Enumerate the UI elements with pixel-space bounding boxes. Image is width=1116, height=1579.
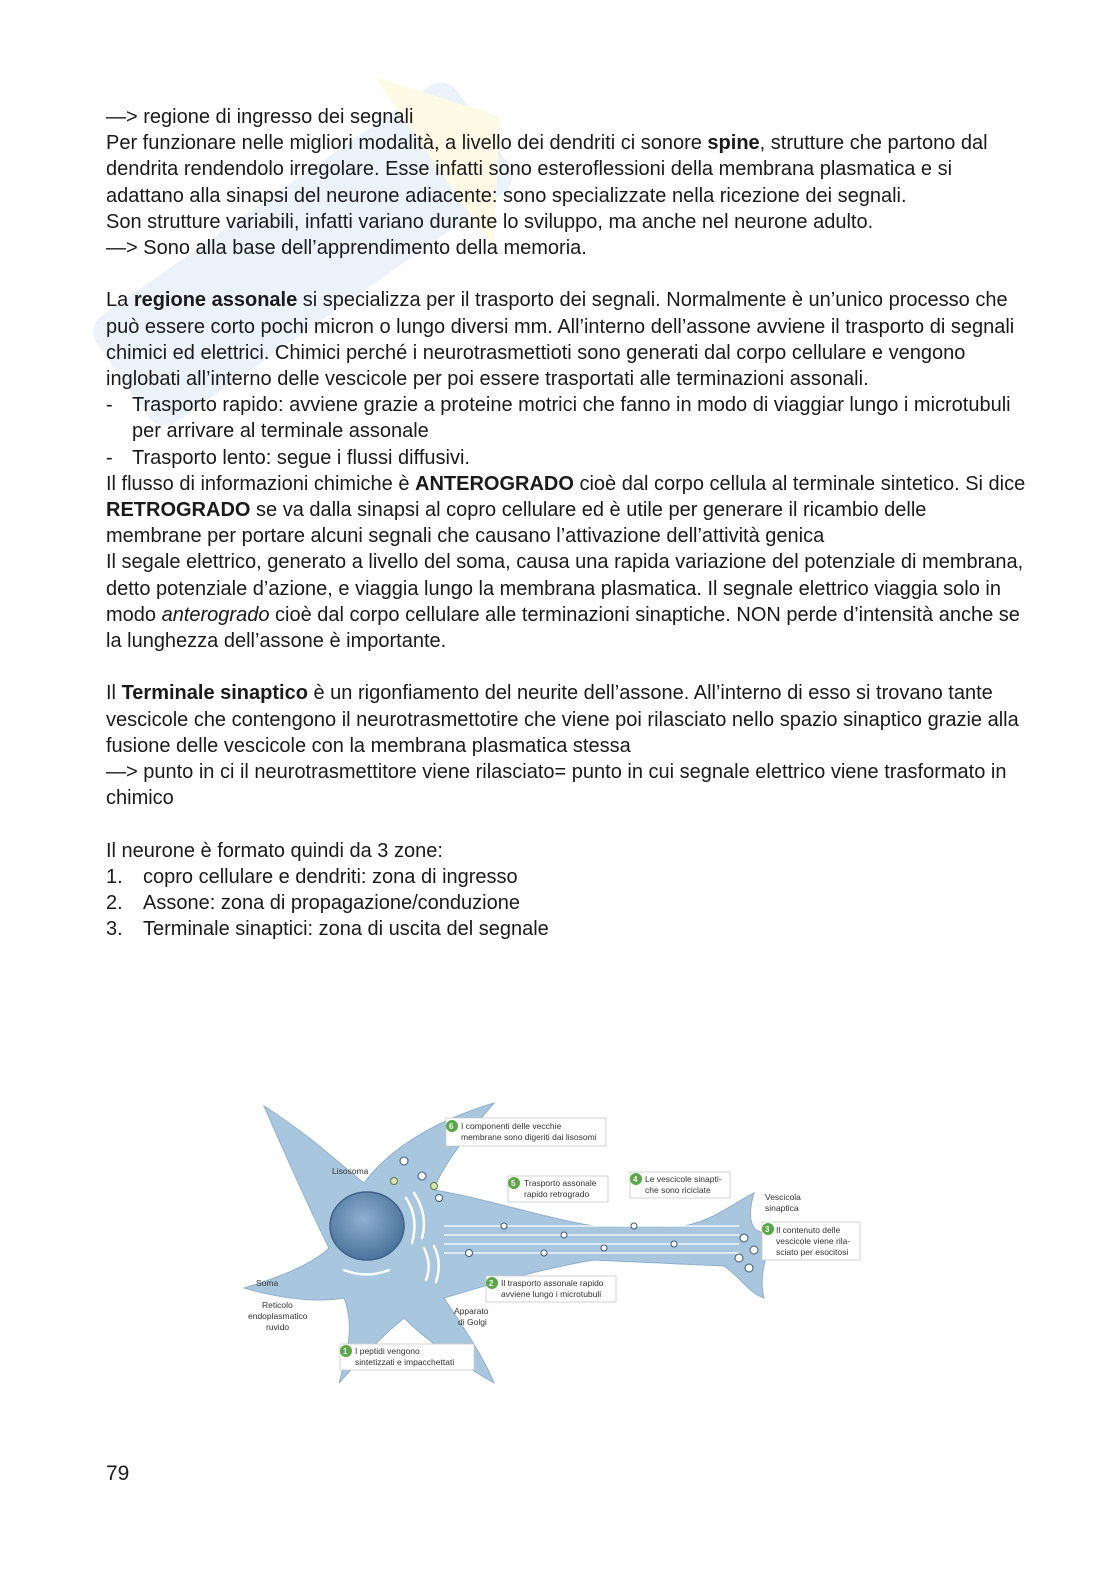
label-golgi: Apparato: [454, 1306, 489, 1316]
label-soma: Soma: [256, 1278, 279, 1288]
nucleus: [330, 1192, 404, 1260]
label-lisosoma: Lisosoma: [332, 1166, 369, 1176]
paragraph: —> punto in ci il neurotrasmettitore viene rilasciato= punto in cui segnale elettrico viene trasformato in chimico: [106, 761, 1007, 810]
svg-text:Le vescicole sinapti-: Le vescicole sinapti-: [645, 1174, 722, 1184]
step-callout: [446, 1118, 606, 1146]
svg-text:sciato per esocitosi: sciato per esocitosi: [776, 1247, 849, 1257]
svg-text:rapido retrogrado: rapido retrogrado: [524, 1189, 590, 1199]
list-item: 1. copro cellulare e dendriti: zona di ingresso: [106, 865, 518, 888]
svg-text:Il trasporto assonale rapido: Il trasporto assonale rapido: [501, 1278, 604, 1288]
svg-text:4: 4: [633, 1175, 638, 1184]
paragraph: —> regione di ingresso dei segnali: [106, 106, 414, 128]
svg-text:Il contenuto delle: Il contenuto delle: [776, 1225, 841, 1235]
svg-text:membrane sono digeriti dai lis: membrane sono digeriti dai lisosomi: [461, 1132, 597, 1142]
label-reticolo: ruvido: [266, 1322, 290, 1332]
list-item: - Trasporto rapido: avviene grazie a proteine motrici che fanno in modo di viaggiar lungo i microtubuli per arrivare al terminale assonale: [106, 394, 1011, 443]
list-item: - Trasporto lento: segue i flussi diffusivi.: [106, 446, 470, 469]
label-vescicola: sinaptica: [765, 1203, 799, 1213]
svg-text:che sono riciclate: che sono riciclate: [645, 1185, 711, 1195]
step-callout: [630, 1172, 730, 1198]
paragraph: Il neurone è formato quindi da 3 zone:: [106, 839, 443, 862]
step-callout: [508, 1176, 608, 1202]
svg-text:avviene lungo i microtubuli: avviene lungo i microtubuli: [501, 1289, 602, 1299]
page-number: 79: [106, 1462, 130, 1485]
paragraph: Per funzionare nelle migliori modalità, a livello dei dendriti ci sonore spine, strutture che partono dal dendrita rendendolo irregolare. Esse infatti sono esteroflessioni della membrana plasmatica e si adattano alla sinapsi del neurone adiacente: sono specializzate nella ricezione dei segnali.: [106, 132, 988, 207]
svg-text:I peptidi vengono: I peptidi vengono: [355, 1346, 420, 1356]
step-callout: [340, 1344, 474, 1370]
svg-text:sintetizzati e impacchettati: sintetizzati e impacchettati: [355, 1357, 455, 1367]
svg-text:1: 1: [343, 1347, 348, 1356]
paragraph: Il flusso di informazioni chimiche è ANTEROGRADO cioè dal corpo cellula al terminale sintetico. Si dice RETROGRADO se va dalla sinapsi al copro cellulare ed è utile per generare il ricambio delle membrane per portare alcuni segnali che causano l’attivazione dell’attività genica: [106, 472, 1026, 548]
svg-text:Trasporto assonale: Trasporto assonale: [524, 1178, 597, 1188]
svg-text:3: 3: [765, 1225, 770, 1234]
paragraph: Il segale elettrico, generato a livello del soma, causa una rapida variazione del potenziale di membrana, detto potenziale d’azione, e viaggia lungo la membrana plasmatica. Il segnale elettrico viaggia solo in modo anterogrado cioè dal corpo cellulare alle terminazioni sinaptiche. NON perde d’intensità anche se la lunghezza dell’assone è importante.: [106, 551, 1024, 653]
svg-text:2: 2: [489, 1279, 494, 1288]
svg-text:I componenti delle vecchie: I componenti delle vecchie: [461, 1121, 562, 1131]
svg-text:vescicole viene rila-: vescicole viene rila-: [776, 1236, 851, 1246]
step-callout: [762, 1222, 860, 1260]
list-item: 2. Assone: zona di propagazione/conduzione: [106, 892, 520, 915]
label-reticolo: endoplasmatico: [248, 1311, 308, 1321]
paragraph: Il Terminale sinaptico è un rigonfiamento del neurite dell’assone. All’interno di esso si trovano tante vescicole che contengono il neurotrasmettotire che viene poi rilasciato nello spazio sinaptico grazie alla fusione delle vescicole con la membrana plasmatica stessa: [106, 682, 1019, 757]
paragraph: La regione assonale si specializza per il trasporto dei segnali. Normalmente è un’unico processo che può essere corto pochi micron o lungo diversi mm. All’interno dell’assone avviene il trasporto di segnali chimici ed elettrici. Chimici perché i neurotrasmettioti sono generati dal corpo cellulare e vengono inglobati all’interno delle vescicole per poi essere trasportati alle terminazioni assonali.: [106, 289, 1015, 391]
svg-text:6: 6: [449, 1122, 454, 1131]
step-callout: [486, 1276, 616, 1302]
list-item: 3. Terminale sinaptici: zona di uscita del segnale: [106, 918, 549, 941]
paragraph: Son strutture variabili, infatti variano durante lo sviluppo, ma anche nel neurone adulto.: [106, 210, 874, 233]
label-golgi: di Golgi: [458, 1317, 487, 1327]
label-reticolo: Reticolo: [262, 1300, 293, 1310]
svg-text:5: 5: [511, 1179, 516, 1188]
label-vescicola: Vescicola: [765, 1192, 801, 1202]
document-body: [106, 104, 1026, 942]
neuron-transport-figure: [244, 1098, 884, 1388]
paragraph: —> Sono alla base dell’apprendimento della memoria.: [106, 237, 587, 260]
